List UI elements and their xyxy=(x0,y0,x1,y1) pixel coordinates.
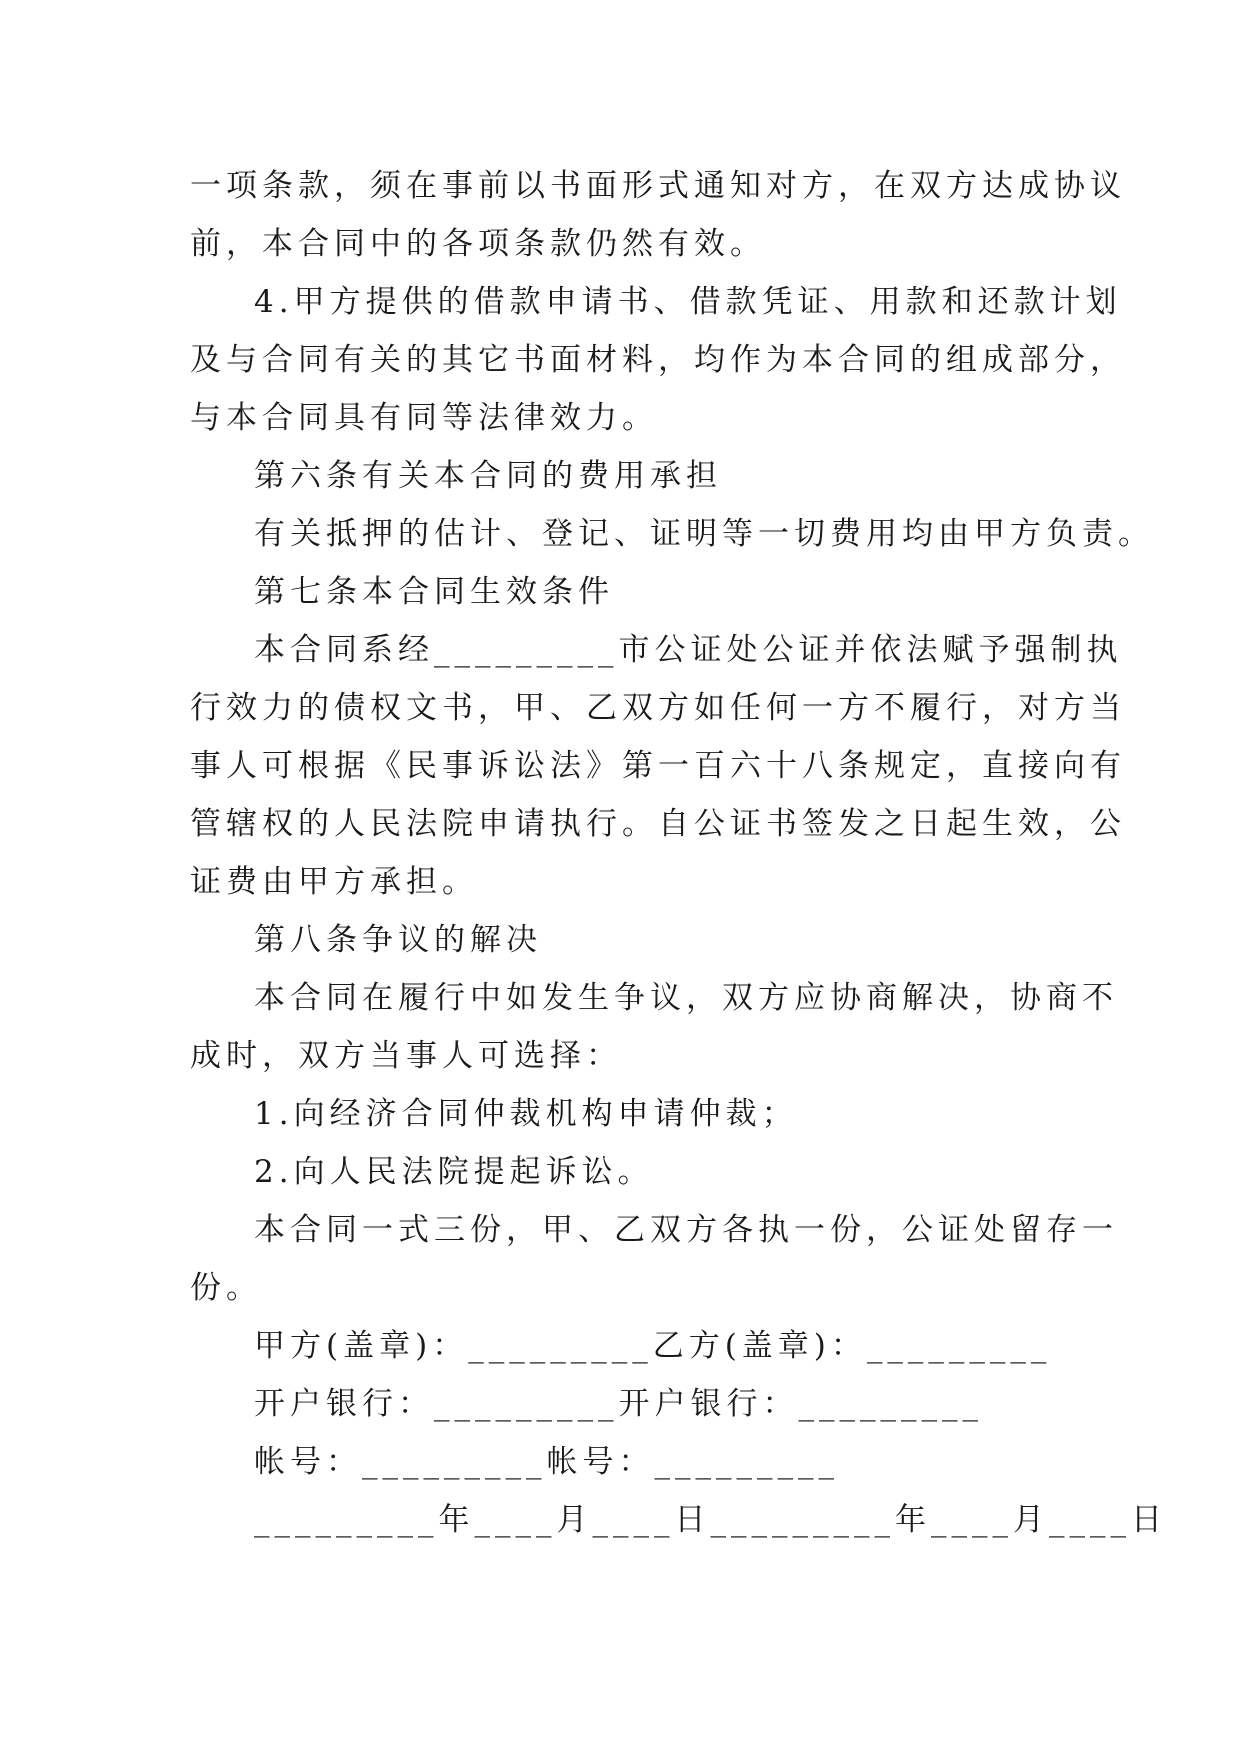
section-heading: 第六条有关本合同的费用承担 xyxy=(254,458,722,494)
list-item: 1.向经济合同仲裁机构申请仲裁； xyxy=(254,1096,798,1132)
paragraph-line: 本合同系经_________市公证处公证并依法赋予强制执 xyxy=(254,632,1123,668)
paragraph-line: 事人可根据《民事诉讼法》第一百六十八条规定，直接向有 xyxy=(190,748,1126,784)
paragraph-line: 行效力的债权文书，甲、乙双方如任何一方不履行，对方当 xyxy=(190,690,1126,726)
paragraph-line: 管辖权的人民法院申请执行。自公证书签发之日起生效，公 xyxy=(190,806,1126,842)
section-heading: 第八条争议的解决 xyxy=(254,922,542,958)
paragraph-line: 及与合同有关的其它书面材料，均作为本合同的组成部分， xyxy=(190,342,1126,378)
paragraph-line: 本合同一式三份，甲、乙双方各执一份，公证处留存一 xyxy=(254,1212,1118,1248)
account-line: 帐号：_________帐号：_________ xyxy=(254,1444,839,1480)
paragraph-line: 有关抵押的估计、登记、证明等一切费用均由甲方负责。 xyxy=(254,516,1154,552)
paragraph-line: 一项条款，须在事前以书面形式通知对方，在双方达成协议 xyxy=(190,168,1126,204)
paragraph-line: 前，本合同中的各项条款仍然有效。 xyxy=(190,226,766,262)
paragraph-line: 份。 xyxy=(190,1270,262,1306)
signature-line: 甲方(盖章)：_________乙方(盖章)：_________ xyxy=(254,1328,1052,1364)
document-page xyxy=(190,157,1167,1549)
paragraph-line: 与本合同具有同等法律效力。 xyxy=(190,400,658,436)
list-item: 2.向人民法院提起诉讼。 xyxy=(254,1154,654,1190)
paragraph-line: 4.甲方提供的借款申请书、借款凭证、用款和还款计划 xyxy=(254,284,1122,320)
paragraph-line: 本合同在履行中如发生争议，双方应协商解决，协商不 xyxy=(254,980,1118,1016)
bank-line: 开户银行：_________开户银行：_________ xyxy=(254,1386,983,1422)
paragraph-line: 成时，双方当事人可选择： xyxy=(190,1038,622,1074)
section-heading: 第七条本合同生效条件 xyxy=(254,574,614,610)
date-line: _________年____月____日_________年____月____日 xyxy=(254,1502,1167,1538)
paragraph-line: 证费由甲方承担。 xyxy=(190,864,478,900)
